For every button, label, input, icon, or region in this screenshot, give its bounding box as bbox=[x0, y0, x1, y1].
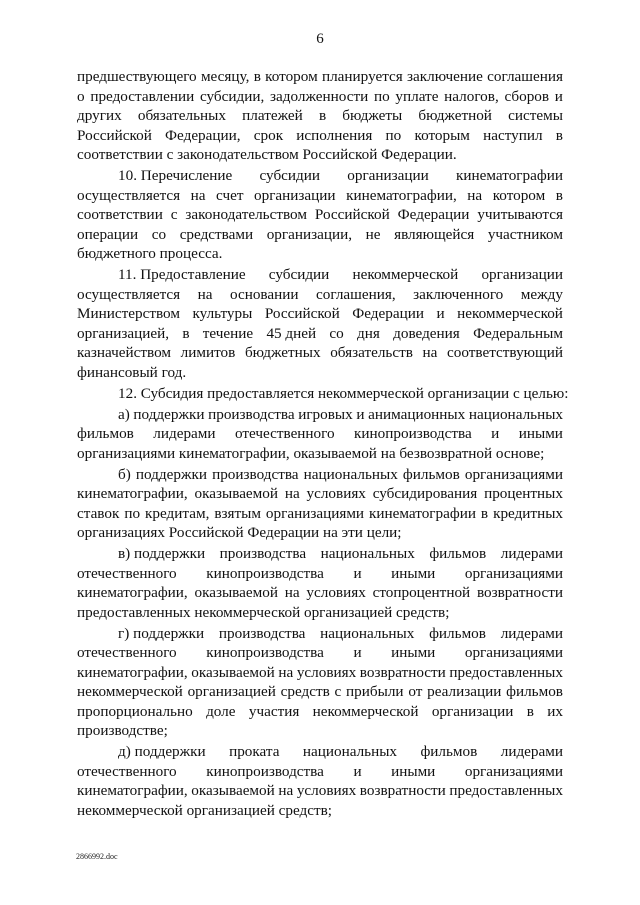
word: оказываемой bbox=[191, 782, 275, 799]
word: по bbox=[385, 126, 402, 144]
word: оказываемой bbox=[194, 584, 278, 601]
word: организациями bbox=[464, 465, 563, 483]
word: котором bbox=[492, 186, 546, 204]
word: осуществляется bbox=[77, 285, 181, 303]
word: кредитам, bbox=[145, 504, 210, 522]
word: лидерами bbox=[500, 624, 563, 642]
word: и bbox=[353, 564, 362, 582]
word: иными bbox=[518, 425, 563, 442]
word: в bbox=[555, 126, 563, 144]
word: в bbox=[555, 186, 563, 204]
text-line bbox=[77, 702, 563, 722]
word: законодательством bbox=[185, 206, 307, 223]
word: организации bbox=[254, 186, 336, 204]
word: оказываемой bbox=[191, 663, 275, 681]
word: с bbox=[334, 683, 342, 700]
word: на bbox=[284, 485, 300, 502]
text-line bbox=[77, 643, 563, 663]
word: кинематографии, bbox=[77, 663, 188, 681]
word: организацией, bbox=[77, 324, 170, 342]
word: между bbox=[520, 285, 563, 303]
word: месяцу, bbox=[200, 68, 250, 85]
text-line bbox=[77, 225, 563, 245]
word: 45 дней bbox=[266, 324, 317, 342]
word: производства bbox=[219, 545, 307, 562]
word: являющейся bbox=[394, 225, 475, 243]
paragraph-continuation bbox=[77, 67, 563, 165]
text-line bbox=[77, 424, 563, 444]
word: доведения bbox=[393, 324, 460, 342]
word: наступил bbox=[483, 126, 543, 144]
word: их bbox=[547, 702, 563, 720]
word: Российской bbox=[77, 126, 152, 144]
text-line bbox=[77, 343, 563, 363]
paragraph-item-12d bbox=[77, 624, 563, 741]
word: предоставленных bbox=[449, 782, 563, 799]
word: условиях bbox=[306, 584, 366, 601]
word: иными bbox=[391, 564, 436, 582]
word: заключение bbox=[407, 68, 483, 85]
word: предоставленных bbox=[449, 663, 563, 681]
text-line bbox=[77, 801, 563, 821]
word: в) поддержки bbox=[118, 545, 206, 562]
word: соответствии с законодательством Российской Федерации. bbox=[77, 146, 457, 163]
word: Российской bbox=[314, 206, 390, 223]
paragraph-item-12a bbox=[77, 405, 563, 464]
word: стопроцентной bbox=[372, 584, 471, 601]
text-line bbox=[77, 304, 563, 324]
word: основании bbox=[230, 285, 299, 303]
word: доле bbox=[206, 702, 236, 720]
word: производства bbox=[218, 624, 306, 642]
word: г) поддержки bbox=[118, 624, 205, 642]
word: организациями bbox=[464, 762, 563, 780]
page-number: 6 bbox=[316, 31, 324, 47]
word: о bbox=[77, 87, 85, 105]
text-line bbox=[77, 324, 563, 344]
word: 10. Перечисление bbox=[118, 167, 233, 184]
word: кинопроизводства bbox=[206, 644, 324, 661]
word: кинопроизводства bbox=[354, 425, 472, 442]
word: субсидии, bbox=[199, 87, 265, 105]
word: производстве; bbox=[77, 722, 168, 739]
word: организациями bbox=[464, 644, 563, 661]
word: некоммерческой bbox=[77, 683, 183, 700]
word: кинематографии bbox=[456, 167, 563, 184]
word: пропорционально bbox=[77, 702, 193, 720]
word: осуществляется bbox=[77, 186, 181, 204]
word: со bbox=[329, 324, 344, 342]
word: организациями кинематографии, оказываемой на безвозвратной основе; bbox=[77, 444, 545, 462]
word: культуры bbox=[192, 305, 253, 322]
word: кинематографии, bbox=[346, 186, 457, 204]
word: в bbox=[480, 504, 489, 522]
footer-doc-id: 2866992.doc bbox=[76, 852, 118, 861]
word: обязательств bbox=[330, 344, 413, 361]
word: игровых bbox=[298, 405, 353, 423]
word: а) bbox=[118, 405, 130, 423]
word: поддержки bbox=[135, 465, 207, 483]
text-line bbox=[77, 106, 563, 126]
word: отечественного bbox=[234, 425, 335, 442]
text-line bbox=[77, 205, 563, 225]
word: обязательных bbox=[137, 107, 226, 124]
word: поддержки bbox=[133, 405, 205, 423]
word: возвратности bbox=[476, 584, 563, 601]
text-line bbox=[77, 126, 563, 146]
word: кинематографии, bbox=[77, 782, 188, 799]
word: организациями bbox=[265, 504, 365, 522]
word: налогов, bbox=[444, 87, 499, 105]
word: предоставлении bbox=[90, 87, 195, 105]
text-line bbox=[77, 523, 563, 543]
word: на bbox=[284, 584, 300, 601]
word: возвратности bbox=[359, 663, 446, 681]
word: на bbox=[422, 344, 438, 361]
word: соответствии bbox=[77, 206, 163, 223]
word: организациями bbox=[464, 564, 563, 582]
word: котором bbox=[265, 68, 318, 85]
word: бюджеты bbox=[342, 107, 403, 124]
word: организациях Российской Федерации на эти цели; bbox=[77, 524, 402, 541]
word: фильмов bbox=[420, 743, 478, 760]
text-line bbox=[77, 762, 563, 782]
word: кредитных bbox=[493, 504, 563, 522]
word: условиях bbox=[306, 485, 366, 502]
word: исполнения bbox=[296, 126, 373, 144]
word: фильмов bbox=[506, 683, 563, 700]
word: в bbox=[182, 324, 190, 342]
text-line bbox=[77, 564, 563, 584]
word: и bbox=[436, 305, 445, 322]
word: уплате bbox=[395, 87, 439, 105]
word: и bbox=[353, 762, 362, 780]
word: системы bbox=[508, 107, 563, 124]
word: организации bbox=[347, 167, 429, 184]
text-line bbox=[77, 405, 563, 425]
word: на bbox=[467, 186, 483, 204]
word: соответствующий bbox=[447, 344, 563, 361]
word: оказываемой bbox=[194, 485, 279, 502]
word: средствами bbox=[179, 225, 254, 243]
text-line bbox=[77, 384, 569, 404]
paragraph-item-10 bbox=[77, 166, 563, 264]
word: условиях bbox=[296, 782, 357, 799]
word: Российской bbox=[264, 305, 340, 322]
word: фильмов bbox=[402, 465, 460, 483]
word: бюджетной bbox=[418, 107, 492, 124]
word: течение bbox=[202, 324, 254, 342]
word: кинематографии, bbox=[77, 584, 188, 601]
word: кинематографии, bbox=[77, 485, 188, 502]
word: средств bbox=[280, 683, 330, 700]
word: срок bbox=[253, 126, 284, 144]
word: фильмов bbox=[77, 425, 134, 442]
word: иными bbox=[391, 644, 436, 661]
word: и bbox=[353, 644, 362, 661]
word: иными bbox=[391, 762, 436, 780]
word: которым bbox=[414, 126, 470, 144]
word: учитываются bbox=[477, 206, 563, 223]
word: реализации bbox=[427, 683, 502, 700]
word: казначейством bbox=[77, 344, 172, 361]
text-line bbox=[77, 544, 563, 564]
word: производства bbox=[212, 465, 299, 483]
word: не bbox=[365, 225, 381, 243]
word: и bbox=[491, 425, 500, 442]
word: некоммерческой bbox=[352, 266, 459, 283]
word: проката bbox=[229, 743, 280, 760]
word: некоммерческой bbox=[457, 305, 563, 322]
word: лидерами bbox=[500, 545, 563, 562]
word: б) bbox=[118, 465, 131, 483]
word: 11. Предоставление bbox=[118, 266, 246, 283]
word: участником bbox=[487, 225, 563, 243]
word: Федерации, bbox=[165, 126, 241, 144]
paragraph-item-12 bbox=[77, 384, 569, 404]
word: некоммерческой организацией средств; bbox=[77, 801, 333, 819]
word: ставок bbox=[77, 504, 120, 522]
word: организации bbox=[431, 702, 514, 720]
word: по bbox=[373, 87, 390, 105]
word: прибыли bbox=[346, 683, 404, 700]
text-line bbox=[77, 145, 563, 165]
paragraph-item-12c bbox=[77, 544, 563, 622]
word: от bbox=[408, 683, 423, 700]
word: национальных bbox=[468, 405, 563, 423]
word: лидерами bbox=[500, 743, 563, 760]
word: с bbox=[170, 206, 178, 223]
word: субсидии bbox=[259, 167, 321, 184]
text-line bbox=[77, 444, 563, 464]
text-line bbox=[77, 781, 563, 801]
word: предоставленных некоммерческой организацией средств; bbox=[77, 603, 450, 621]
word: на bbox=[278, 782, 294, 799]
word: сборов bbox=[504, 87, 550, 105]
paragraph-item-11 bbox=[77, 265, 563, 382]
word: в bbox=[318, 107, 327, 124]
paragraph-item-12e bbox=[77, 742, 563, 820]
word: д) поддержки bbox=[118, 743, 206, 760]
text-line bbox=[77, 603, 563, 623]
word: платежей bbox=[242, 107, 303, 124]
word: некоммерческой bbox=[312, 702, 419, 720]
word: соглашения bbox=[487, 68, 563, 85]
word: национальных bbox=[320, 545, 415, 562]
text-line bbox=[77, 363, 563, 383]
text-line bbox=[77, 504, 563, 524]
text-line bbox=[77, 465, 563, 485]
word: Федеральным bbox=[473, 324, 563, 342]
word: условиях bbox=[296, 663, 357, 681]
word: в bbox=[526, 702, 534, 720]
word: национальных bbox=[320, 624, 415, 642]
text-line bbox=[77, 742, 563, 762]
word: кинематографии bbox=[369, 504, 476, 522]
document-body bbox=[77, 67, 569, 820]
word: анимационных bbox=[368, 405, 466, 423]
word: бюджетных bbox=[244, 344, 321, 361]
text-line bbox=[77, 682, 563, 702]
word: лидерами bbox=[153, 425, 216, 442]
word: фильмов bbox=[429, 624, 486, 642]
text-line bbox=[77, 265, 563, 285]
word: дня bbox=[357, 324, 380, 342]
word: организации, bbox=[266, 225, 353, 243]
word: операции bbox=[77, 225, 139, 243]
text-line bbox=[77, 663, 563, 683]
word: производства bbox=[208, 405, 295, 423]
word: субсидирования bbox=[372, 485, 478, 502]
word: счет bbox=[216, 186, 244, 204]
word: соглашения, bbox=[316, 285, 396, 303]
word: на bbox=[278, 663, 294, 681]
word: по bbox=[124, 504, 141, 522]
word: других bbox=[77, 107, 122, 124]
word: субсидии bbox=[268, 266, 330, 283]
word: и bbox=[554, 87, 563, 105]
word: отечественного bbox=[77, 644, 177, 661]
word: фильмов bbox=[429, 545, 487, 562]
text-line bbox=[77, 166, 563, 186]
word: организацией bbox=[187, 683, 276, 700]
text-line bbox=[77, 244, 563, 264]
word: на bbox=[190, 186, 206, 204]
word: отечественного bbox=[77, 762, 177, 780]
word: возвратности bbox=[359, 782, 446, 799]
word: организации bbox=[481, 266, 563, 283]
word: национальных bbox=[303, 465, 398, 483]
word: лимитов bbox=[180, 344, 236, 361]
text-line bbox=[77, 285, 563, 305]
word: Федерации bbox=[352, 305, 424, 322]
word: со bbox=[151, 225, 167, 243]
text-line bbox=[77, 721, 563, 741]
word: заключенного bbox=[413, 285, 504, 303]
word: бюджетного процесса. bbox=[77, 245, 223, 262]
text-line bbox=[77, 186, 563, 206]
word: задолженности bbox=[270, 87, 369, 105]
word: участия bbox=[248, 702, 300, 720]
text-line bbox=[77, 484, 563, 504]
text-line bbox=[77, 583, 563, 603]
word: в bbox=[253, 68, 261, 85]
word: кинопроизводства bbox=[206, 762, 324, 780]
word: на bbox=[197, 285, 213, 303]
word: финансовый год. bbox=[77, 363, 187, 381]
word: планируется bbox=[321, 68, 403, 85]
word: отечественного bbox=[77, 564, 177, 582]
word: кинопроизводства bbox=[206, 564, 324, 582]
text-line bbox=[77, 87, 563, 107]
word: и bbox=[356, 405, 365, 423]
word: Федерации bbox=[397, 206, 470, 223]
word: 12. Субсидия предоставляется некоммерческой организации с целью: bbox=[118, 384, 569, 402]
word: национальных bbox=[302, 743, 398, 760]
word: взятым bbox=[214, 504, 261, 522]
word: Министерством bbox=[77, 305, 180, 322]
text-line bbox=[77, 67, 563, 87]
paragraph-item-12b bbox=[77, 465, 563, 543]
word: процентных bbox=[484, 485, 563, 502]
text-line bbox=[77, 624, 563, 644]
word: предшествующего bbox=[77, 68, 197, 85]
